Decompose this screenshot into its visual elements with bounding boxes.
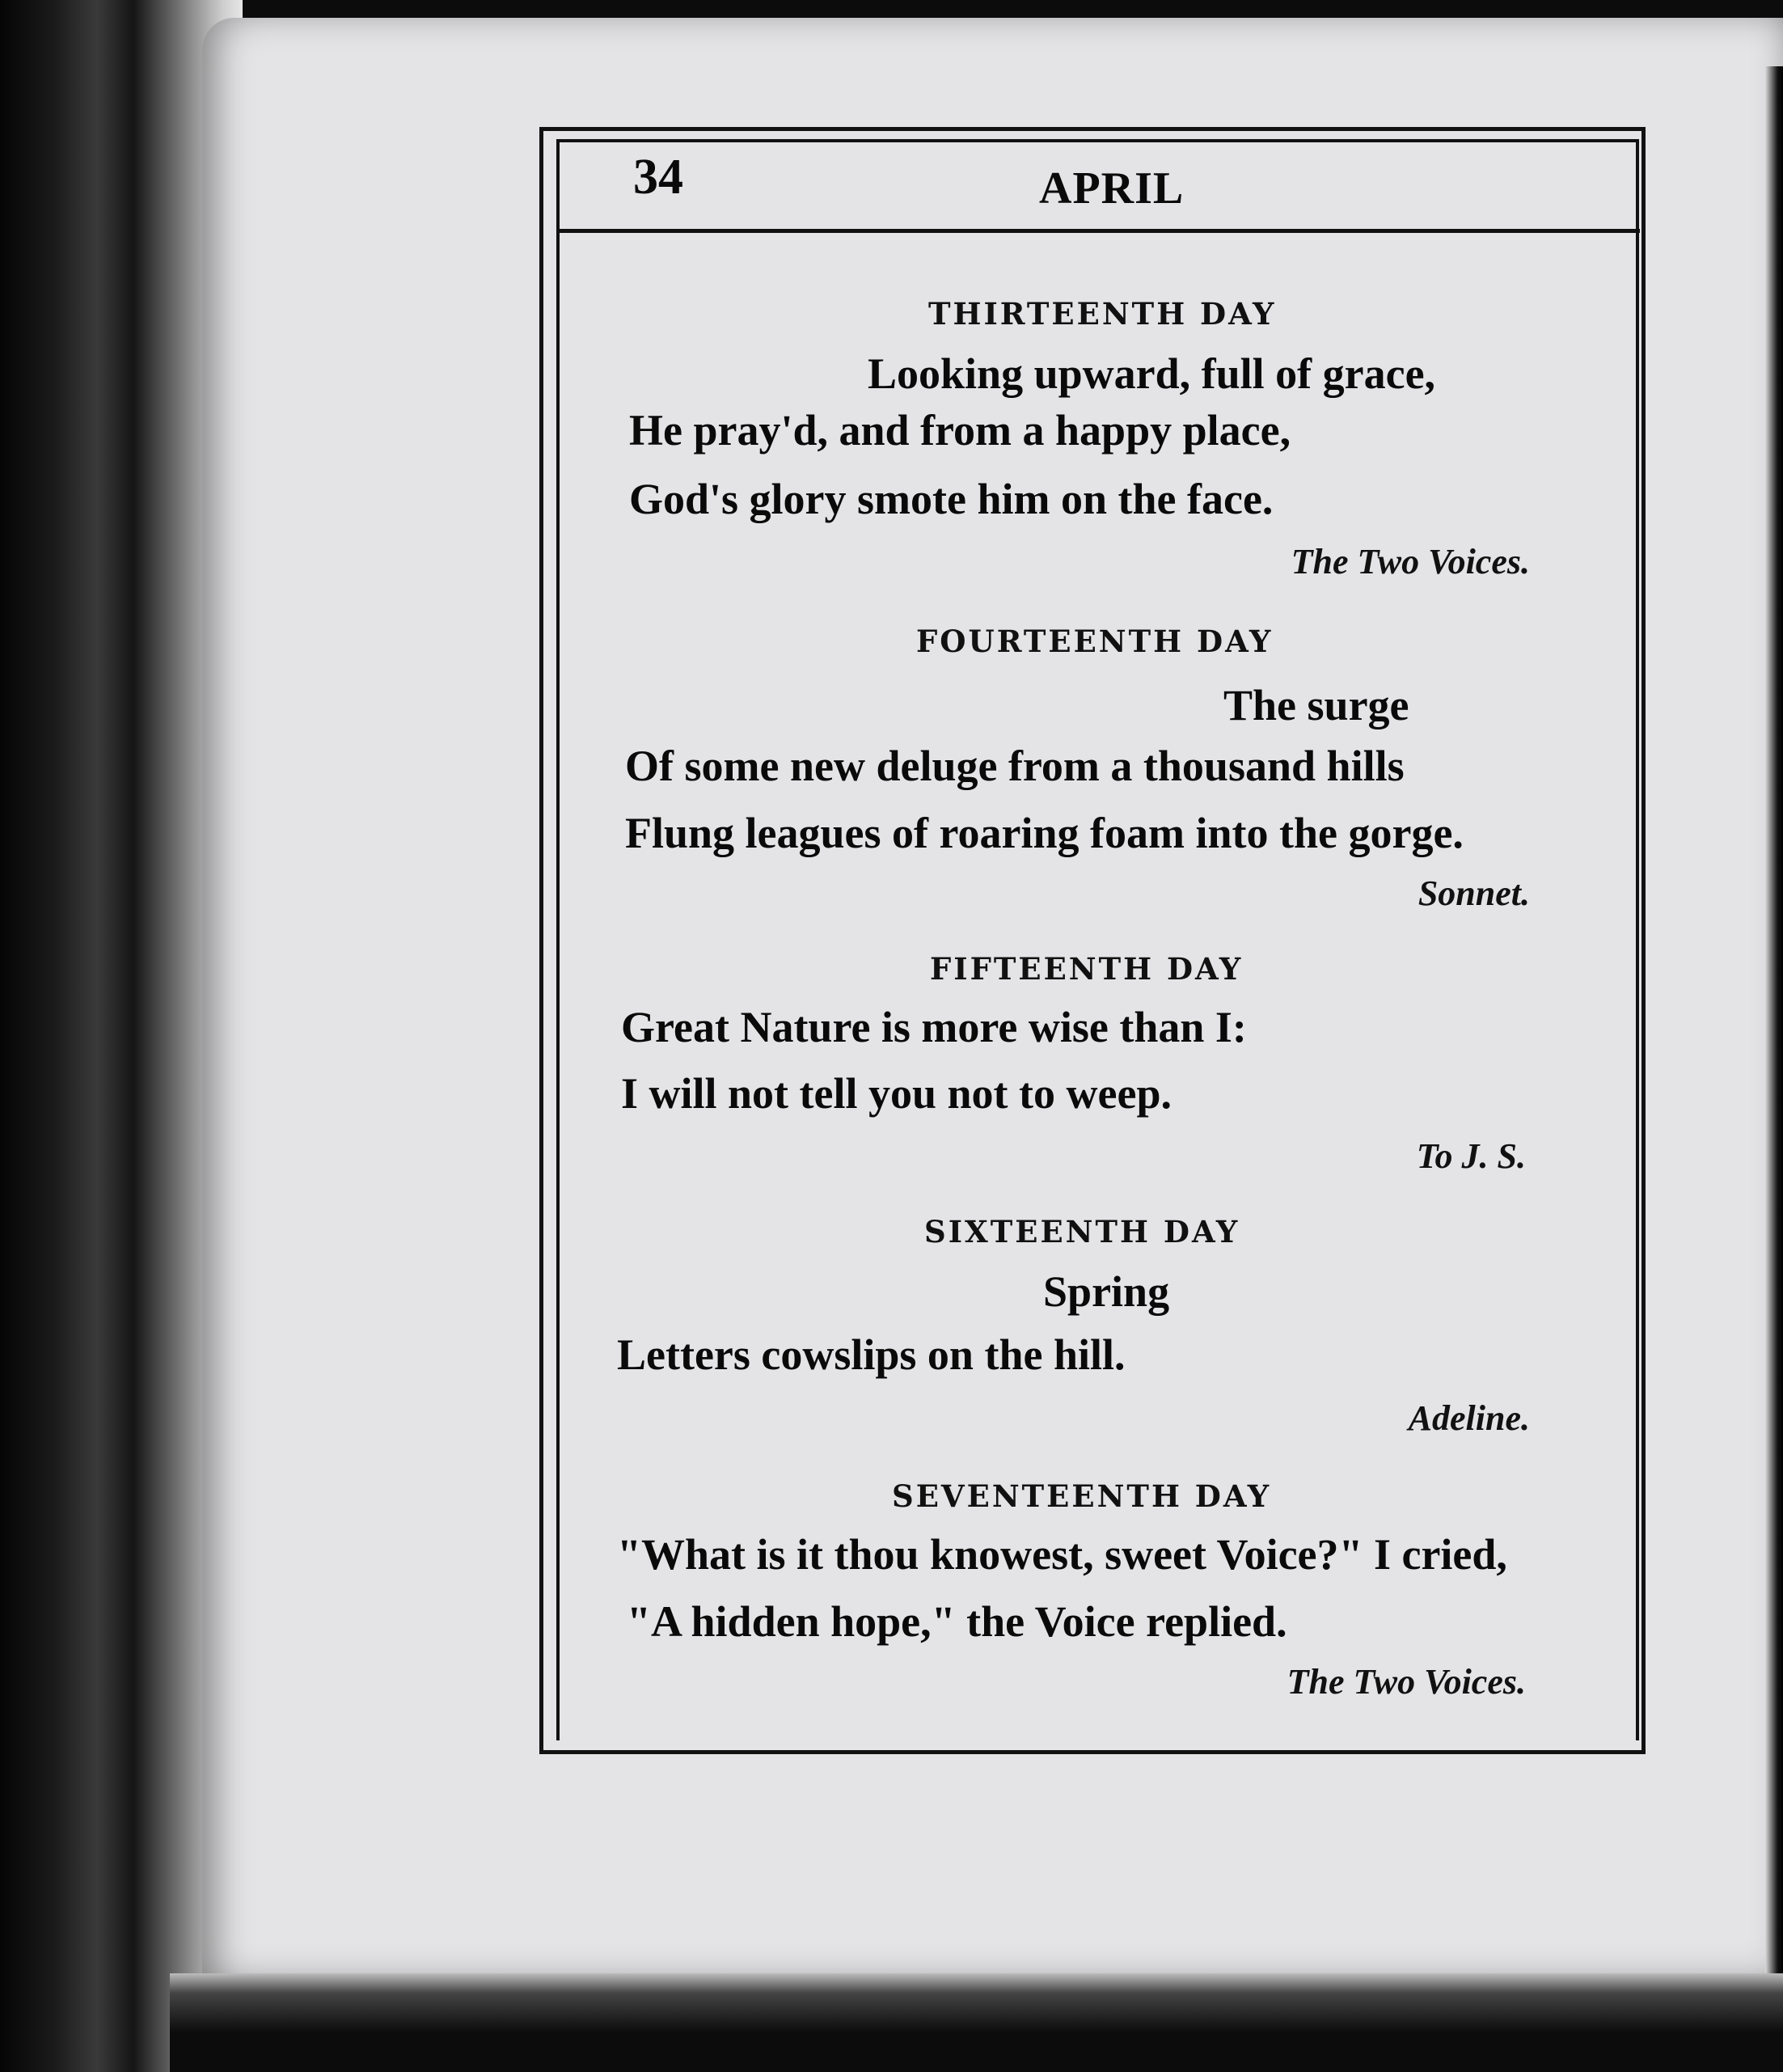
page-edge — [1765, 66, 1783, 2023]
day-heading: SIXTEENTH DAY — [924, 1214, 1240, 1250]
inner-border-left — [556, 139, 560, 1740]
verse-source: Adeline. — [1408, 1398, 1530, 1438]
verse-line: Of some new deluge from a thousand hills — [625, 742, 1405, 790]
inner-border-right — [1636, 139, 1639, 1740]
verse-line: Looking upward, full of grace, — [868, 349, 1436, 398]
day-heading: FOURTEENTH DAY — [916, 624, 1274, 659]
verse-line: "What is it thou knowest, sweet Voice?" I cried, — [617, 1530, 1507, 1579]
verse-line: Great Nature is more wise than I: — [621, 1003, 1247, 1051]
verse-source: The Two Voices. — [1291, 542, 1530, 581]
running-head: APRIL — [1039, 163, 1185, 214]
page-number: 34 — [633, 150, 683, 205]
verse-source: To J. S. — [1416, 1136, 1526, 1176]
day-heading: FIFTEENTH DAY — [930, 951, 1244, 987]
day-heading: THIRTEENTH DAY — [928, 296, 1277, 332]
page-bottom-edge — [170, 1973, 1783, 2072]
verse-source: Sonnet. — [1418, 873, 1530, 913]
verse-line: The surge — [1223, 681, 1409, 729]
verse-source: The Two Voices. — [1287, 1662, 1526, 1702]
verse-line: Flung leagues of roaring foam into the gorge. — [625, 809, 1464, 857]
verse-line: Spring — [1043, 1267, 1170, 1316]
verse-line: I will not tell you not to weep. — [621, 1069, 1172, 1118]
verse-line: God's glory smote him on the face. — [629, 475, 1274, 523]
verse-line: He pray'd, and from a happy place, — [629, 406, 1291, 455]
verse-line: "A hidden hope," the Voice replied. — [627, 1597, 1287, 1646]
verse-line: Letters cowslips on the hill. — [617, 1330, 1126, 1379]
day-heading: SEVENTEENTH DAY — [892, 1478, 1272, 1514]
